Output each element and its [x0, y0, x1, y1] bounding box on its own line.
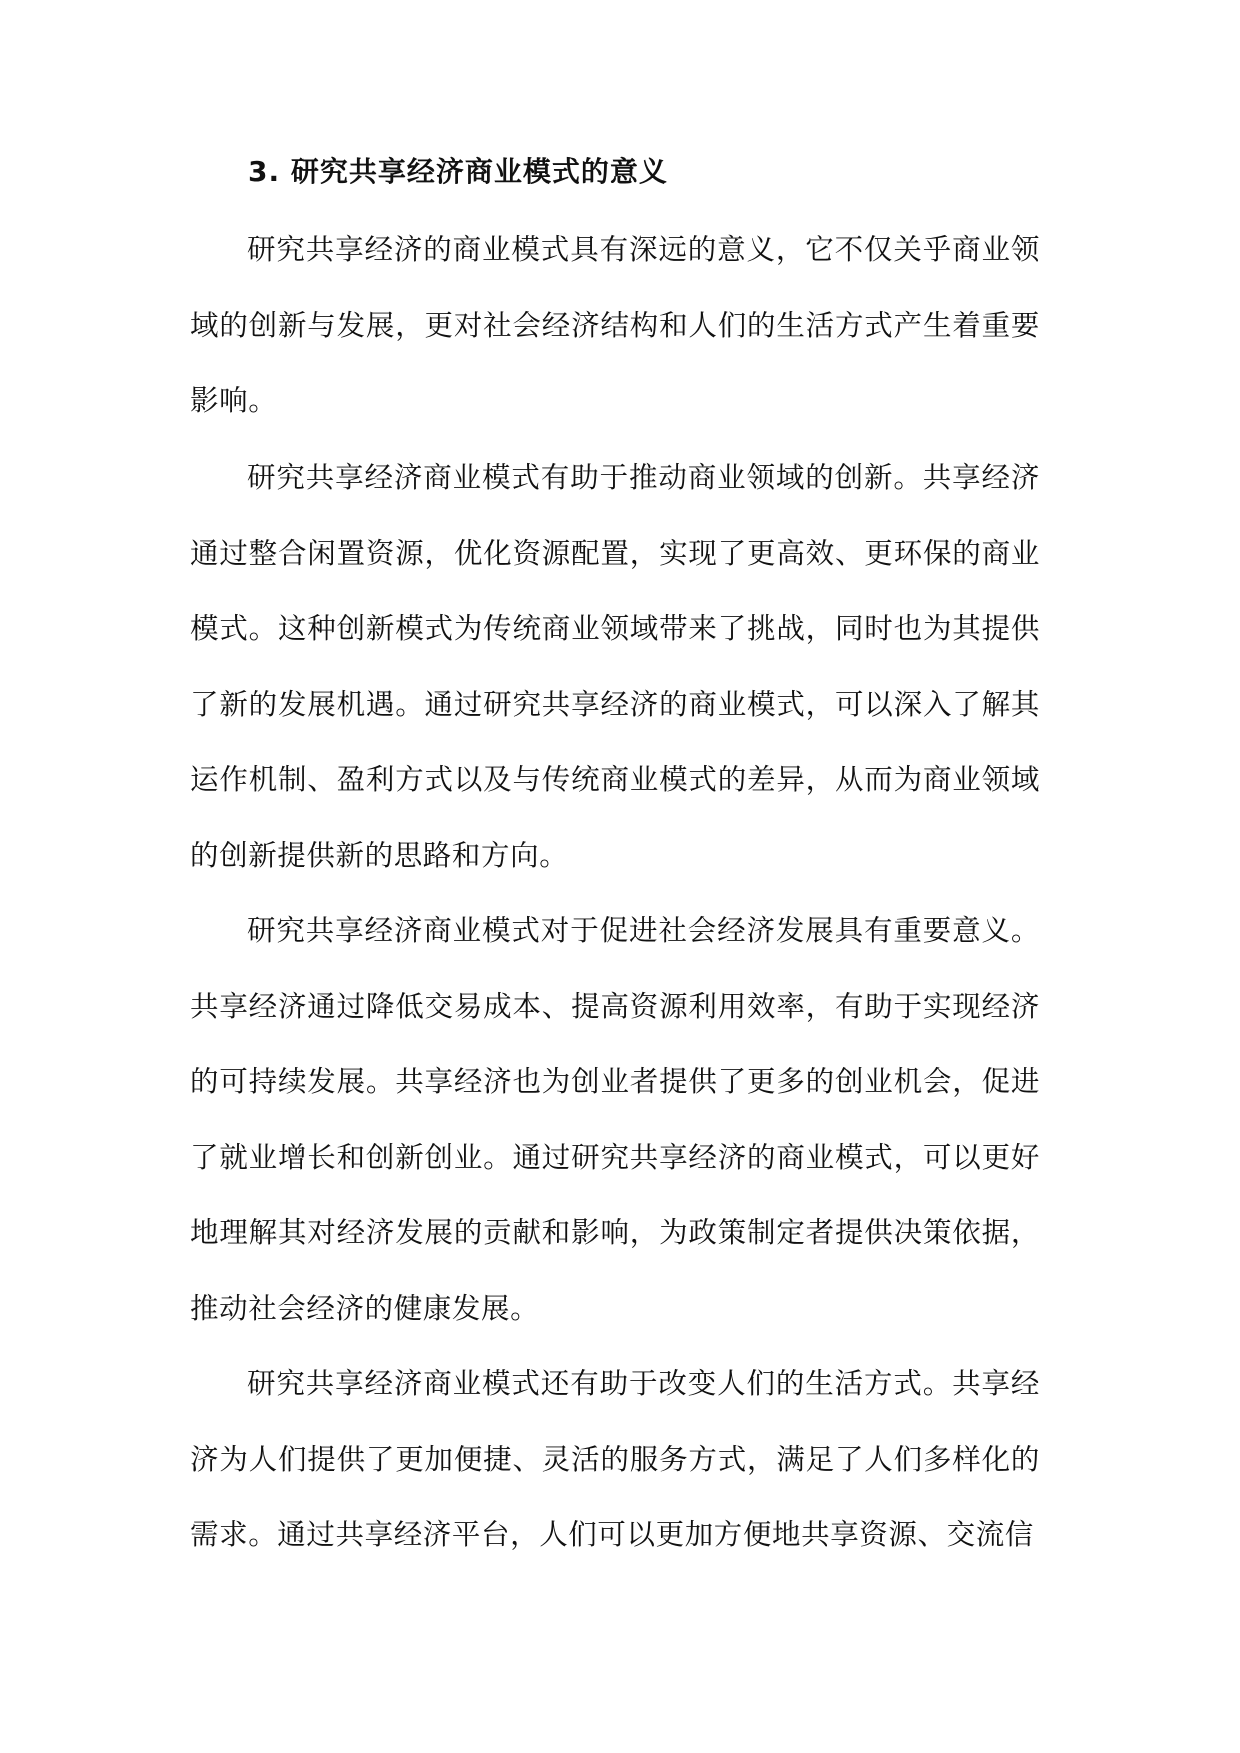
paragraph-significance-intro: 研究共享经济的商业模式具有深远的意义，它不仅关乎商业领域的创新与发展，更对社会经济结构和人们的生活方式产生着重要影响。	[190, 233, 1040, 417]
paragraph-economic-development: 研究共享经济商业模式对于促进社会经济发展具有重要意义。共享经济通过降低交易成本、提高资源利用效率，有助于实现经济的可持续发展。共享经济也为创业者提供了更多的创业机会，促进了就业增长和创新创业。通过研究共享经济的商业模式，可以更好地理解其对经济发展的贡献和影响，为政策制定者提供决策依据，推动社会经济的健康发展。	[190, 914, 1040, 1325]
paragraph-lifestyle-change: 研究共享经济商业模式还有助于改变人们的生活方式。共享经济为人们提供了更加便捷、灵活的服务方式，满足了人们多样化的需求。通过共享经济平台，人们可以更加方便地共享资源、交流信	[190, 1367, 1040, 1551]
section-heading: 3. 研究共享经济商业模式的意义	[248, 155, 668, 188]
paragraph-business-innovation: 研究共享经济商业模式有助于推动商业领域的创新。共享经济通过整合闲置资源，优化资源配置，实现了更高效、更环保的商业模式。这种创新模式为传统商业领域带来了挑战，同时也为其提供了新的发展机遇。通过研究共享经济的商业模式，可以深入了解其运作机制、盈利方式以及与传统商业模式的差异，从而为商业领域的创新提供新的思路和方向。	[190, 461, 1040, 872]
